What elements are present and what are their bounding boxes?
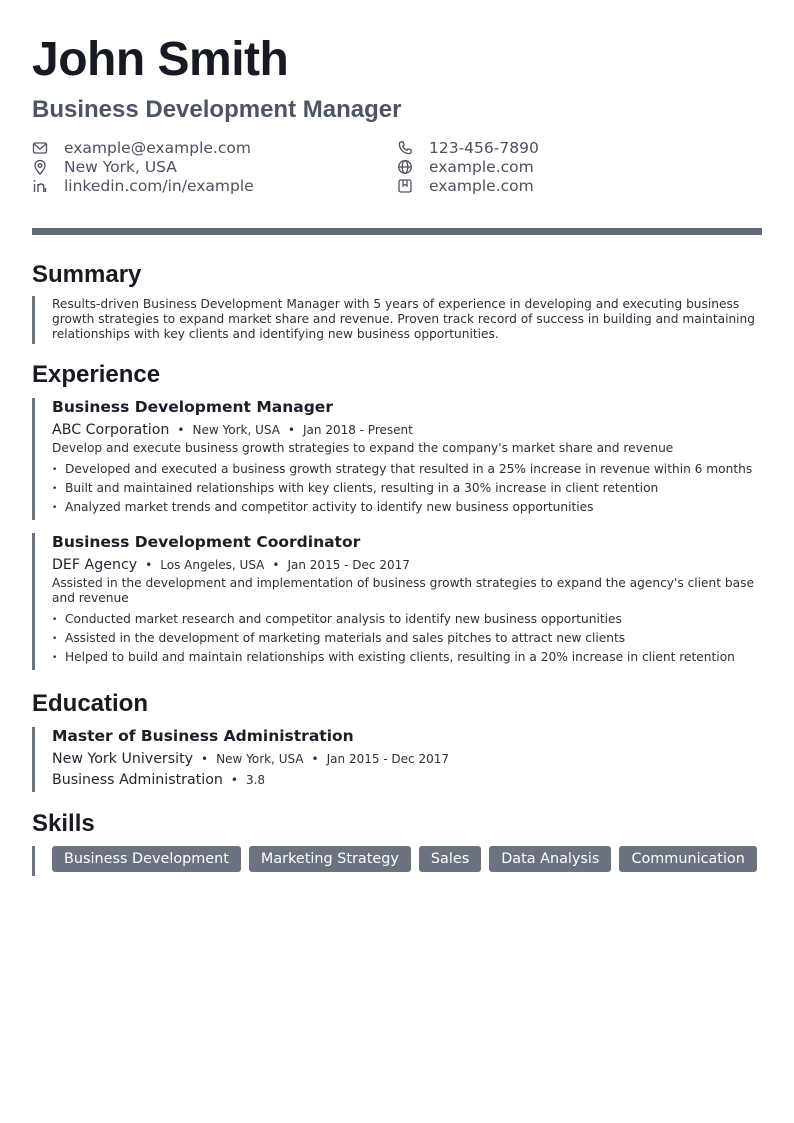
education-item [32, 727, 762, 792]
job-bullet: • Assisted in the development of marketing materials and sales pitches to attract new clients [52, 629, 762, 648]
job-description: Develop and execute business growth strategies to expand the company's market share and revenue [52, 441, 674, 455]
contact-phone[interactable] [397, 138, 762, 157]
map-pin-icon [32, 159, 48, 175]
separator-dot: • [145, 558, 153, 572]
separator-dot: • [287, 423, 295, 437]
phone-icon [397, 140, 413, 156]
job-bullet: • Analyzed market trends and competitor activity to identify new business opportunities [52, 498, 762, 517]
skill-chip: Business Development [52, 846, 241, 872]
job-bullet: • Developed and executed a business growth strategy that resulted in a 25% increase in revenue within 6 months [52, 460, 762, 479]
gpa: 3.8 [245, 773, 266, 787]
job-bullets [52, 610, 762, 667]
job-dates: Jan 2018 - Present [303, 423, 413, 437]
contact-website[interactable] [397, 157, 762, 176]
linkedin-icon [32, 178, 48, 194]
separator-dot: • [230, 773, 238, 787]
job-bullet: • Helped to build and maintain relationships with existing clients, resulting in a 20% increase in client retention [52, 648, 762, 667]
job-bullet: • Built and maintained relationships with key clients, resulting in a 30% increase in client retention [52, 479, 762, 498]
contact-column-left [32, 138, 397, 195]
contact-portfolio[interactable] [397, 176, 762, 195]
contact-website-text: example.com [429, 157, 534, 176]
experience-heading: Experience [32, 361, 161, 388]
job-bullets [52, 460, 762, 517]
experience-item [32, 533, 762, 670]
education-heading: Education [32, 690, 149, 717]
education-meta [52, 750, 762, 768]
summary-block [32, 296, 762, 344]
header-divider [32, 228, 762, 235]
candidate-name: John Smith [32, 33, 289, 86]
contact-phone-text: 123-456-7890 [429, 138, 539, 157]
job-company: DEF Agency [52, 557, 138, 573]
summary-heading: Summary [32, 261, 142, 288]
skill-chip: Sales [419, 846, 481, 872]
job-dates: Jan 2015 - Dec 2017 [287, 558, 410, 572]
school-location: New York, USA [216, 752, 304, 766]
contact-email-text: example@example.com [64, 138, 251, 157]
separator-dot: • [272, 558, 280, 572]
school-name: New York University [52, 751, 194, 767]
experience-item [32, 398, 762, 520]
contact-info [32, 138, 762, 195]
job-meta [52, 421, 762, 439]
education-field-meta [52, 771, 762, 789]
contact-linkedin-text: linkedin.com/in/example [64, 176, 254, 195]
candidate-title: Business Development Manager [32, 96, 402, 123]
skill-chip: Marketing Strategy [249, 846, 411, 872]
bookmark-icon [397, 178, 413, 194]
skill-chip: Communication [619, 846, 756, 872]
job-description: Assisted in the development and implementation of business growth strategies to expand the agency's client base and revenue [52, 576, 754, 605]
field-of-study: Business Administration [52, 772, 223, 788]
education-dates: Jan 2015 - Dec 2017 [326, 752, 450, 766]
separator-dot: • [201, 752, 209, 766]
job-title: Business Development Manager [52, 398, 333, 416]
job-location: Los Angeles, USA [160, 558, 265, 572]
job-location: New York, USA [192, 423, 280, 437]
skills-heading: Skills [32, 810, 95, 837]
globe-icon [397, 159, 413, 175]
job-title: Business Development Coordinator [52, 533, 361, 551]
job-company: ABC Corporation [52, 422, 170, 438]
mail-icon [32, 140, 48, 156]
contact-linkedin[interactable] [32, 176, 397, 195]
contact-email[interactable] [32, 138, 397, 157]
skills-list [32, 846, 762, 876]
job-meta [52, 556, 762, 574]
degree-title: Master of Business Administration [52, 727, 354, 745]
separator-dot: • [311, 752, 319, 766]
summary-text: Results-driven Business Development Manager with 5 years of experience in developing and executing business growth strategies to expand market share and revenue. Proven track record of success in building and maintaining relationships with key clients and identifying new business opportunities. [52, 297, 756, 341]
contact-location-text: New York, USA [64, 157, 177, 176]
contact-column-right [397, 138, 762, 195]
job-bullet: • Conducted market research and competitor analysis to identify new business opportunities [52, 610, 762, 629]
separator-dot: • [177, 423, 185, 437]
skill-chip: Data Analysis [489, 846, 611, 872]
contact-portfolio-text: example.com [429, 176, 534, 195]
contact-location [32, 157, 397, 176]
